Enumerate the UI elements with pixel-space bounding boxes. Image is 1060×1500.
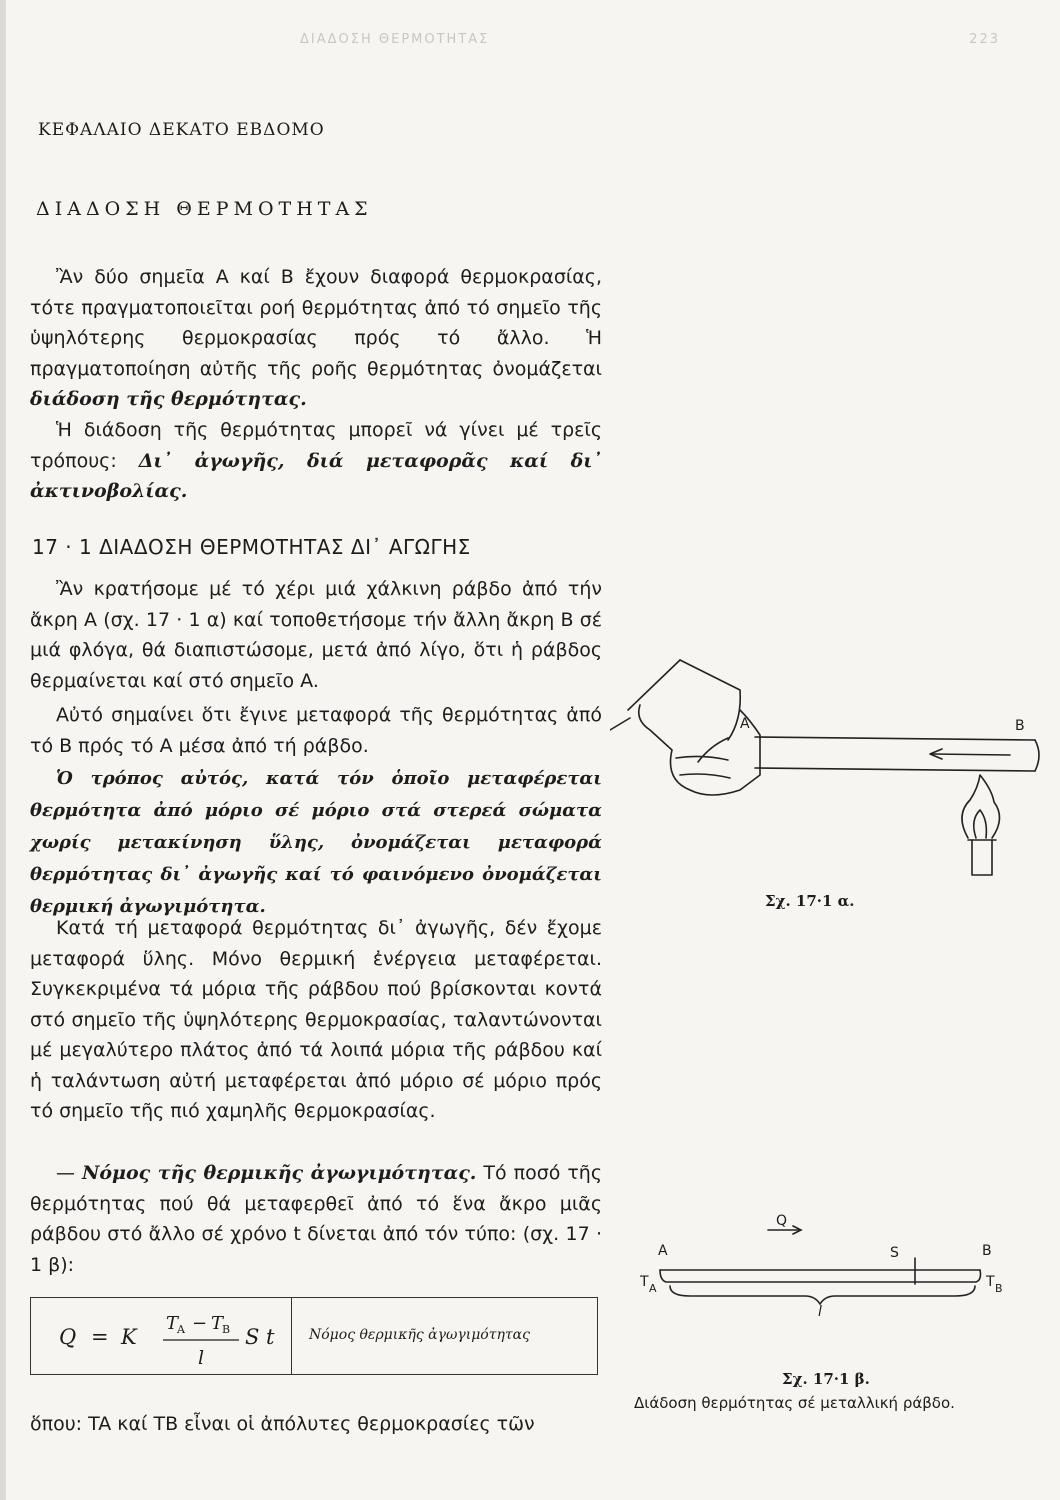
- chapter-title: ΔΙΑΔΟΣΗ ΘΕΡΜΟΤΗΤΑΣ: [36, 198, 373, 220]
- burner-body: [972, 840, 992, 875]
- pointer-mark: [610, 718, 630, 730]
- law-title: Νόμος τῆς θερμικῆς ἀγωγιμότητας.: [82, 1162, 477, 1184]
- law-text: Τό ποσό τῆς θερμότητας πού θά μεταφερθεῖ ἀπό τό ἕνα ἄκρο μιᾶς ράβδου στό ἄλλο σέ χρόνο t δίνεται ἀπό τόν τύπο: (σχ. 17 · 1 β):: [30, 1162, 602, 1276]
- formula-ta-sub: A: [177, 1323, 185, 1336]
- intro-p1-text: Ἂν δύο σημεῖα A καί B ἔχουν διαφορά θερμοκρασίας, τότε πραγματοποιεῖται ροή θερμότητας ἀπό τό σημεῖο τῆς ὑψηλότερης θερμοκρασίας πρός τό ἄλλο. Ἡ πραγματοποίηση αὐτῆς τῆς ροῆς θερμότητας ὀνομάζεται: [30, 266, 602, 380]
- fig-a-label-b: B: [1015, 718, 1025, 734]
- sleeve-outline: [680, 660, 740, 740]
- figure-17-1b: [630, 1210, 1030, 1320]
- length-brace: [670, 1286, 975, 1304]
- fig-b-label-ta: T: [640, 1274, 649, 1290]
- formula-box: [30, 1297, 598, 1375]
- formula-caption: Νόμος θερμικῆς ἀγωγιμότητας: [309, 1327, 530, 1343]
- intro-p2-text: Ἡ διάδοση τῆς θερμότητας μπορεῖ νά γίνει μέ τρεῖς τρόπους:: [30, 419, 602, 472]
- flame-inner: [974, 810, 987, 838]
- fig-b-label-tb: T: [986, 1274, 995, 1290]
- fig-b-label-tb-sub: B: [995, 1282, 1003, 1295]
- sleeve-edge: [628, 660, 680, 710]
- rod-top: [755, 737, 1035, 740]
- figure-17-1a: [610, 650, 1050, 895]
- formula-tb: T: [211, 1313, 224, 1334]
- formula-equals: =: [91, 1325, 109, 1349]
- section-heading: 17 · 1 ΔΙΑΔΟΣΗ ΘΕΡΜΟΤΗΤΑΣ ΔΙ᾿ ΑΓΩΓΗΣ: [32, 535, 471, 559]
- section-paragraph-3: Κατά τή μεταφορά θερμότητας δι᾿ ἀγωγῆς, δέν ἔχομε μεταφορά ὕλης. Μόνο θερμική ἐνέργεια μεταφέρεται. Συγκεκριμένα τά μόρια τῆς ράβδου πού βρίσκονται κοντά στό σημεῖο τῆς ὑψηλότερης θερμοκρασίας, ταλαντώνονται μέ μεγαλύτερο πλάτος ἀπό τά λοιπά μόρια τῆς ράβδου καί ἡ ταλάντωση αὐτή μεταφέρεται ἀπό μόριο σέ μόριο πρός τό σημεῖο τῆς πιό χαμηλῆς θερμοκρασίας.: [30, 917, 602, 1122]
- bleed-through-running-head: ΔΙΑΔΟΣΗ ΘΕΡΜΟΤΗΤΑΣ: [300, 32, 490, 47]
- formula-denominator: l: [198, 1347, 205, 1369]
- heat-arrow-shaft: [932, 754, 1010, 755]
- fig-b-label-q: Q: [776, 1213, 788, 1229]
- formula-minus: −: [192, 1313, 208, 1334]
- flame-outer: [962, 775, 1000, 838]
- formula-ta: T: [166, 1313, 179, 1334]
- fig-b-label-ta-sub: A: [649, 1282, 657, 1295]
- intro-p1-bold: διάδοση τῆς θερμότητας.: [30, 388, 307, 410]
- fig-b-label-b: B: [982, 1243, 992, 1259]
- formula-tail: S t: [245, 1325, 275, 1349]
- section-paragraph-1: Ἂν κρατήσομε μέ τό χέρι μιά χάλκινη ράβδο ἀπό τήν ἄκρη A (σχ. 17 · 1 α) καί τοποθετήσομε τήν ἄλλη ἄκρη B σέ μιά φλόγα, θά διαπιστώσομε, μετά ἀπό λίγο, ὅτι ἡ ράβδος θερμαίνεται καί στό σημεῖο A.: [30, 578, 602, 692]
- law-paragraph: [30, 1158, 602, 1280]
- bleed-through-page-number: 223: [969, 32, 1000, 47]
- rod-b-bottom: [660, 1270, 981, 1282]
- intro-paragraph-1: [30, 262, 602, 415]
- intro-p2-bold: Δι᾿ ἀγωγῆς, διά μεταφορᾶς καί δι᾿ ἀκτινοβολίας.: [30, 449, 602, 502]
- chapter-label: ΚΕΦΑΛΑΙΟ ΔΕΚΑΤΟ ΕΒΔΟΜΟ: [38, 120, 325, 140]
- fig-b-label-s: S: [890, 1245, 899, 1261]
- section-paragraph-2: Αὐτό σημαίνει ὅτι ἔγινε μεταφορά τῆς θερμότητας ἀπό τό B πρός τό A μέσα ἀπό τή ράβδο.: [30, 704, 602, 757]
- figure-b-caption: Σχ. 17·1 β.: [782, 1370, 870, 1388]
- rod-end: [1035, 740, 1039, 771]
- figure-a-caption: Σχ. 17·1 α.: [765, 892, 855, 910]
- page-edge-shadow: [0, 0, 6, 1500]
- fig-a-label-a: A: [740, 716, 750, 732]
- rod-bottom: [755, 768, 1035, 771]
- figure-b-description: Διάδοση θερμότητας σέ μεταλλική ράβδο.: [634, 1394, 955, 1412]
- formula-graphic: [31, 1298, 291, 1376]
- bleed-through-header: [240, 32, 1000, 52]
- last-line: ὅπου: TA καί TB εἶναι οἱ ἀπόλυτες θερμοκρασίες τῶν: [30, 1413, 535, 1435]
- definition-paragraph: Ὁ τρόπος αὐτός, κατά τόν ὁποῖο μεταφέρεται θερμότητα ἀπό μόριο σέ μόριο στά στερεά σώματα χωρίς μετακίνηση ὕλης, ὀνομάζεται μεταφορά θερμότητας δι᾿ ἀγωγῆς καί τό φαινόμενο ὀνομάζεται θερμική ἀγωγιμότητα.: [30, 768, 602, 917]
- formula-divider: [291, 1298, 292, 1374]
- law-prefix: —: [56, 1162, 82, 1184]
- intro-paragraph-2: [30, 415, 602, 507]
- formula-k: K: [121, 1325, 137, 1349]
- fig-b-label-a: A: [658, 1243, 668, 1259]
- formula-tb-sub: B: [222, 1323, 231, 1336]
- finger-line-1: [680, 774, 730, 778]
- formula-lhs: Q: [59, 1325, 77, 1349]
- fig-b-label-l: l: [818, 1304, 822, 1320]
